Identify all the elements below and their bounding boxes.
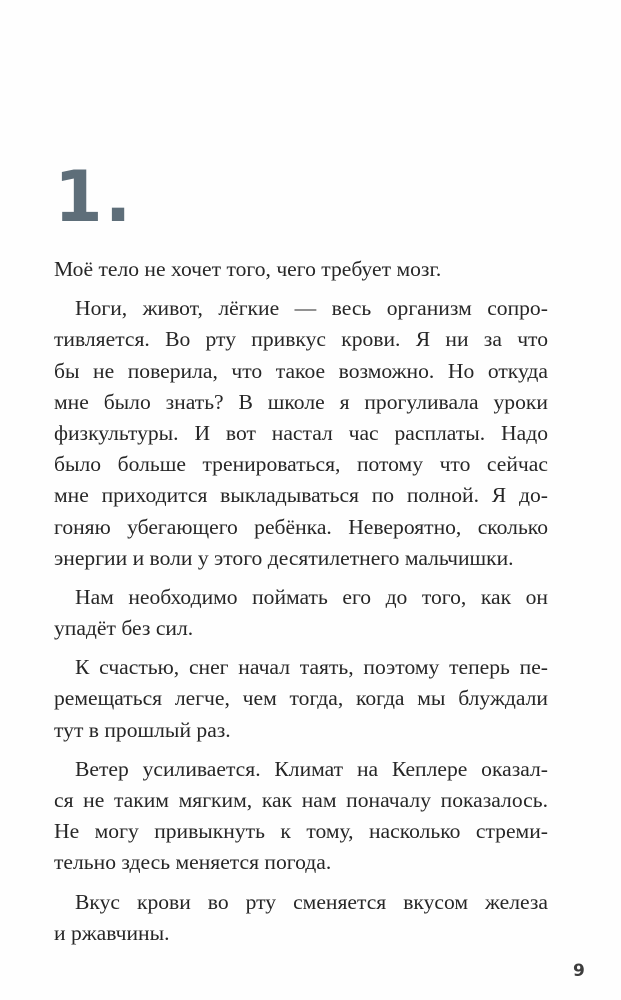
text-line: Ветер усиливается. Климат на Кеплере оказал- bbox=[75, 756, 548, 781]
text-line: Вкус крови во рту сменяется вкусом железа bbox=[75, 889, 548, 914]
text-line: ремещаться легче, чем тогда, когда мы блуждали bbox=[54, 686, 548, 711]
text-line: К счастью, снег начал таять, поэтому теперь пе- bbox=[75, 655, 548, 680]
text-line: гоняю убегающего ребёнка. Невероятно, сколько bbox=[54, 514, 548, 539]
text-line: Нам необходимо поймать его до того, как он bbox=[75, 584, 548, 609]
text-line: бы не поверила, что такое возможно. Но откуда bbox=[54, 358, 548, 383]
text-line: энергии и воли у этого десятилетнего мальчишки. bbox=[54, 545, 514, 570]
text-line: тивляется. Во рту привкус крови. Я ни за что bbox=[54, 327, 548, 352]
chapter-number: 1. bbox=[54, 156, 134, 238]
text-line: Не могу привыкнуть к тому, насколько стреми- bbox=[54, 819, 548, 844]
text-line: Ноги, живот, лёгкие — весь организм сопро- bbox=[75, 296, 548, 321]
text-line: ся не таким мягким, как нам поначалу показалось. bbox=[54, 788, 548, 812]
text-line: тельно здесь меняется погода. bbox=[54, 850, 332, 875]
text-line: тут в прошлый раз. bbox=[54, 717, 231, 742]
page-number: 9 bbox=[573, 961, 585, 981]
text-line: упадёт без сил. bbox=[54, 616, 194, 641]
text-line: физкультуры. И вот настал час расплаты. Надо bbox=[54, 420, 548, 445]
text-line: мне приходится выкладываться по полной. Я до- bbox=[54, 483, 548, 508]
text-line: мне было знать? В школе я прогуливала уроки bbox=[54, 389, 548, 414]
body-text bbox=[54, 254, 548, 949]
text-line: и ржавчины. bbox=[54, 920, 170, 945]
text-line: Моё тело не хочет того, чего требует мозг. bbox=[54, 257, 442, 281]
text-line: было больше тренироваться, потому что сейчас bbox=[54, 452, 548, 477]
